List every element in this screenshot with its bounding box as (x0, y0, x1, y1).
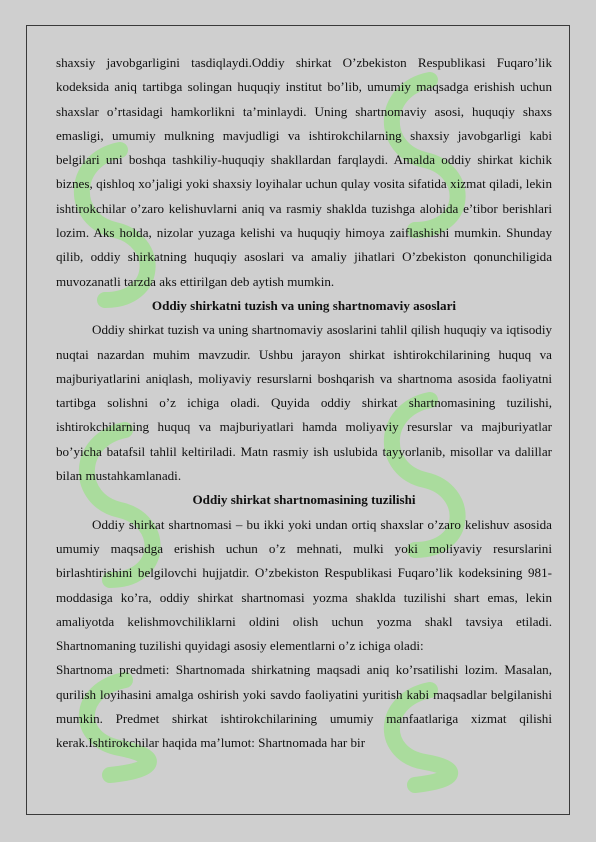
paragraph-intro: shaxsiy javobgarligini tasdiqlaydi.Oddiy shirkat O’zbekiston Respublikasi Fuqaro’lik kodeksida aniq tartibga solingan huquqiy institut bo’lib, umumiy maqsadga erishish uchun shaxslar o’rtasidagi hamkorlikni ta’minlaydi. Uning shartnomaviy asosi, huquqiy shaxs emasligi, umumiy mulkning mavjudligi va ishtirokchilarning shaxsiy javobgarligi kabi belgilari uni boshqa tashkiliy-huquqiy shakllardan farqlaydi. Amalda oddiy shirkat kichik biznes, qishloq xo’jaligi yoki shaxsiy loyihalar uchun qulay vosita sifatida xizmat qiladi, lekin ishtirokchilar o’zaro kelishuvlarni aniq va rasmiy shaklda tuzishga alohida e’tibor berishlari lozim. Aks holda, nizolar yuzaga kelishi va huquqiy himoya zaiflashishi mumkin. Shunday qilib, oddiy shirkatning huquqiy asoslari va amaliy jihatlari O’zbekiston qonunchiligida muvozanatli tarzda aks ettirilgan deb aytish mumkin. (56, 55, 552, 289)
section-heading-2: Oddiy shirkat shartnomasining tuzilishi (192, 492, 416, 508)
paragraph-1: Oddiy shirkat tuzish va uning shartnomaviy asoslarini tahlil qilish huquqiy va iqtisodiy nuqtai nazardan muhim mavzudir. Ushbu jarayon shirkat ishtirokchilarining huquq va majburiyatlarini aniqlash, moliyaviy resurslarni boshqarish va shartnoma asosida faoliyatni tartibga solishni o’z ichiga oladi. Quyida oddiy shirkat shartnomasining tuzilishi, ishtirokchilarning huquq va majburiyatlari hamda moliyaviy resurslar va majburiyatlar bo’yicha batafsil tahlil keltiriladi. Matn rasmiy ish uslubida tayyorlanib, misollar va dalillar bilan mustahkamlanadi. (56, 322, 552, 484)
paragraph-3: Shartnoma predmeti: Shartnomada shirkatning maqsadi aniq ko’rsatilishi lozim. Masalan, qurilish loyihasini amalga oshirish yoki savdo faoliyatini yuritish kabi maqsadlar belgilanishi mumkin. Predmet shirkat ishtirokchilarining umumiy manfaatlariga xizmat qilishi kerak.Ishtirokchilar haqida ma’lumot: Shartnomada har bir (56, 662, 552, 751)
paragraph-2: Oddiy shirkat shartnomasi – bu ikki yoki undan ortiq shaxslar o’zaro kelishuv asosida umumiy maqsadga erishish uchun o’z mehnati, mulki yoki moliyaviy resurslarini birlashtirishini belgilovchi hujjatdir. O’zbekiston Respublikasi Fuqaro’lik kodeksining 981-moddasiga ko’ra, oddiy shirkat shartnomasi yozma shaklda tuzilishi shart emas, lekin amaliyotda kelishmovchiliklarni oldini olish uchun yozma shakl tavsiya etiladi. Shartnomaning tuzilishi quyidagi asosiy elementlarni o’z ichiga oladi: (56, 516, 552, 654)
section-heading-1: Oddiy shirkatni tuzish va uning shartnomaviy asoslari (151, 297, 457, 313)
document-body (56, 51, 552, 756)
